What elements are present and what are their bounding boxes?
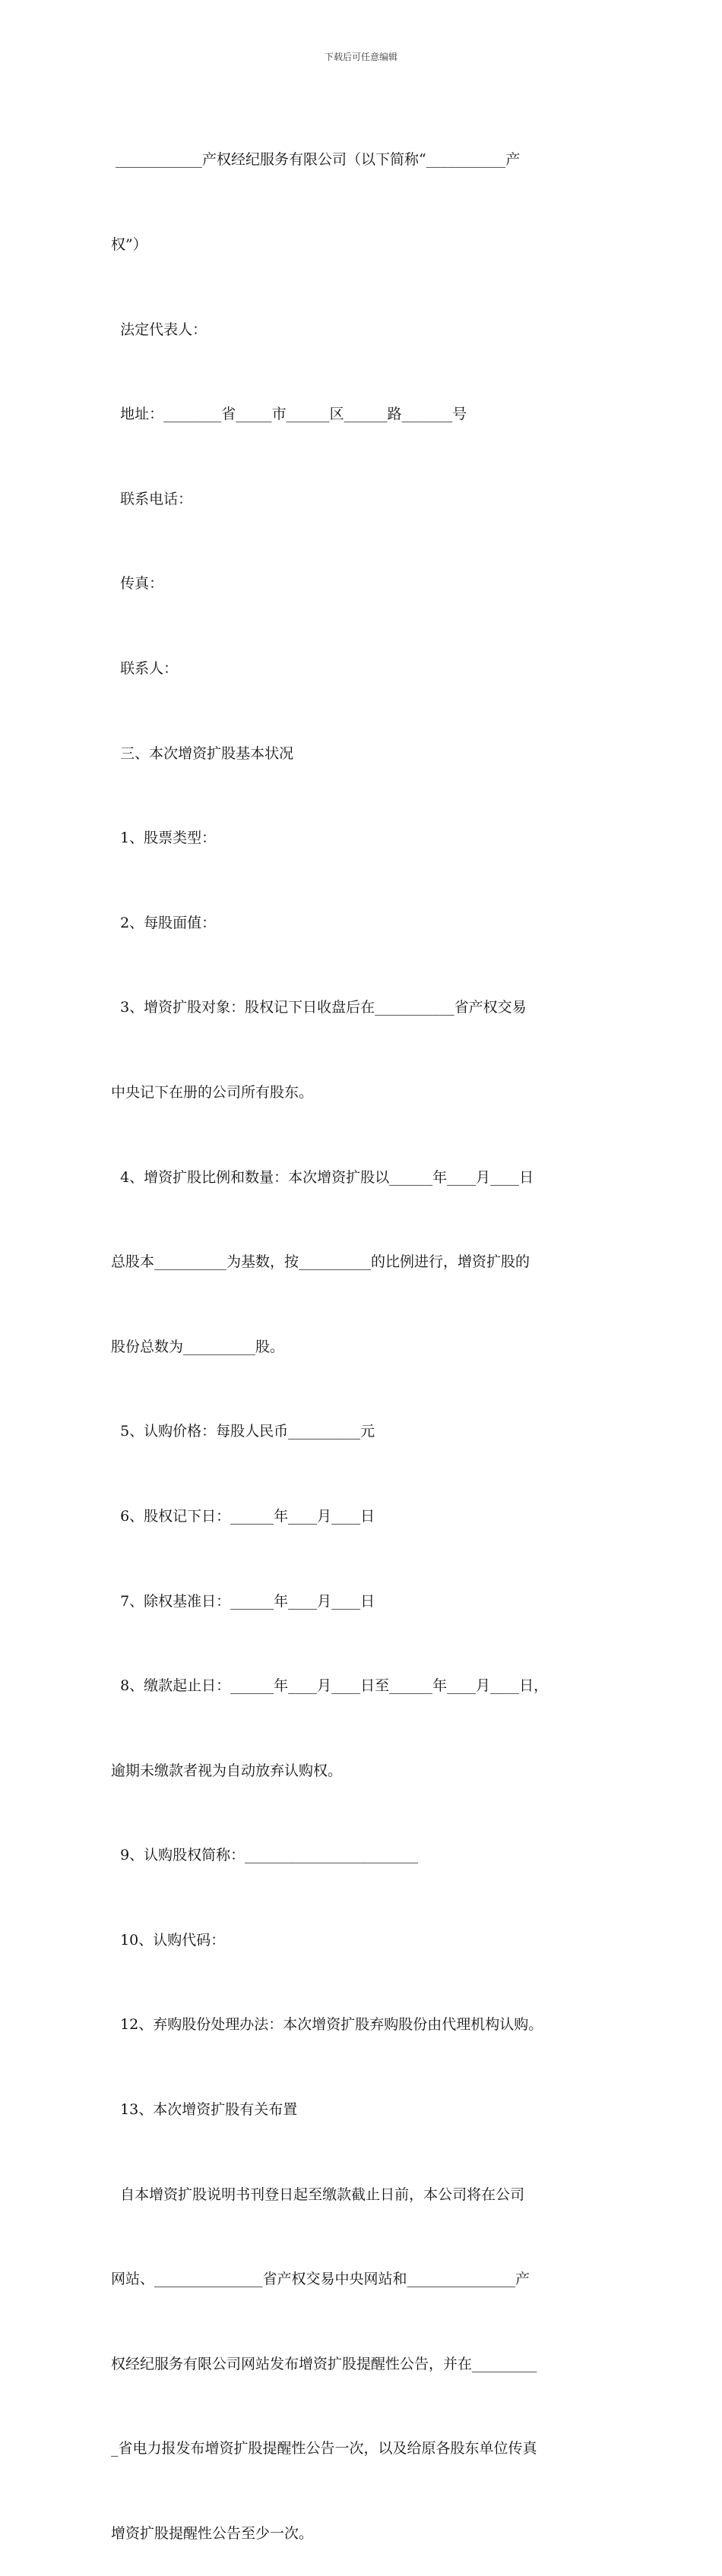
text-line: 13、本次增资扩股有关布置 [111,2101,298,2119]
text-line: 10、认购代码： [111,1931,226,1949]
text-line: 9、认购股权简称：________________________ [111,1847,419,1864]
page-header-note: 下载后可任意编辑 [324,52,397,62]
document-body [111,90,628,2576]
text-line: 中央记下在册的公司所有股东。 [111,1083,314,1101]
text-line: 传真： [111,575,164,593]
text-line: 联系电话： [111,490,193,507]
text-line: 逾期未缴款者视为自动放弃认购权。 [111,1762,343,1779]
text-line: 增资扩股提醒性公告至少一次。 [111,2525,314,2543]
text-line: 网站、_______________省产权交易中央网站和_______________产 [111,2271,530,2288]
text-line: 2、每股面值： [111,914,217,931]
text-line: 3、增资扩股对象：股权记下日收盘后在___________省产权交易 [111,999,527,1016]
text-line: 自本增资扩股说明书刊登日起至缴款截止日前，本公司将在公司 [111,2186,525,2203]
text-line: 权”） [111,236,147,253]
section-heading: 三、本次增资扩股基本状况 [111,744,294,762]
text-line: 股份总数为__________股。 [111,1338,285,1355]
text-line: 6、股权记下日：______年____月____日 [111,1507,375,1525]
text-line: 地址：________省_____市______区______路_______号 [111,406,467,423]
text-line: 8、缴款起止日：______年____月____日至______年____月____日， [111,1677,549,1695]
text-line: 7、除权基准日：______年____月____日 [111,1592,375,1610]
text-line: 总股本__________为基数，按__________的比例进行，增资扩股的 [111,1253,530,1271]
text-line: 4、增资扩股比例和数量：本次增资扩股以______年____月____日 [111,1168,534,1186]
text-line: 5、认购价格：每股人民币__________元 [111,1423,375,1440]
text-line: 联系人： [111,659,179,677]
text-line: ____________产权经纪服务有限公司（以下简称“___________产 [111,151,521,169]
text-line: 1、股票类型： [111,830,217,847]
text-line: 12、弃购股份处理办法：本次增资扩股弃购股份由代理机构认购。 [111,2016,543,2034]
text-line: 法定代表人： [111,321,207,338]
text-line: _省电力报发布增资扩股提醒性公告一次，以及给原各股东单位传真 [111,2440,537,2457]
text-line: 权经纪服务有限公司网站发布增资扩股提醒性公告，并在_________ [111,2355,537,2372]
